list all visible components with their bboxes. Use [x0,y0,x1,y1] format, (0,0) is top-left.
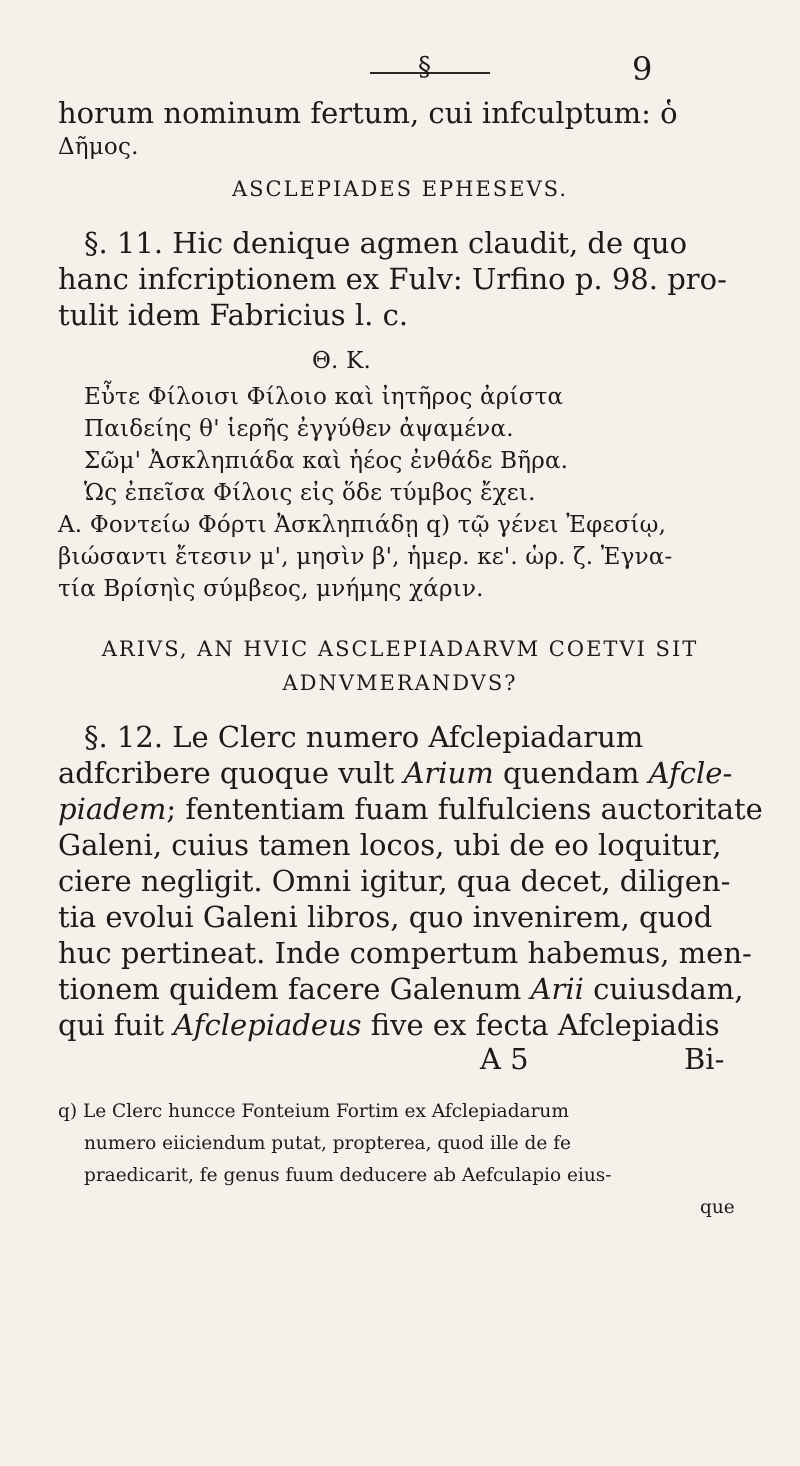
catchword: Bi- [684,1042,725,1076]
inscription-line: Παιδείης θ' ἱερῆς ἐγγύθεν ἀψαμένα. [84,416,514,442]
text-span: tionem quidem facere Galenum [58,972,531,1006]
inscription-line: Εὖτε Φίλοισι Φίλοιο καὶ ἰητῆρος ἀρίστα [84,384,564,410]
text-span: Afcle- [648,756,733,790]
signature-mark: § [418,52,431,82]
text-span: Arium [403,756,494,790]
text-span: five ex fecta Afclepiadis [361,1008,720,1042]
text-span: Arii [530,972,584,1006]
section-heading: ADNVMERANDVS? [282,671,518,695]
text-span: quendam [493,756,649,790]
text-span: ; fententiam fuam fulfulciens auctoritate [166,792,763,826]
text-line: Galeni, cuius tamen locos, ubi de eo loquitur, [58,828,722,862]
text-span: Afclepiadeus [173,1008,362,1042]
inscription-line: Α. Φοντείω Φόρτι Ἀσκληπιάδῃ q) τῷ γένει Ἐφεσίῳ, [58,512,667,538]
section-heading: ARIVS, AN HVIC ASCLEPIADARVM COETVI SIT [101,637,699,661]
text-line: §. 11. Hic denique agmen claudit, de quo [84,226,688,260]
text-line: Δῆμος. [58,134,139,160]
text-line: tia evolui Galeni libros, quo invenirem, quod [58,900,713,934]
text-span: qui fuit [58,1008,174,1042]
page-number: 9 [632,50,653,88]
text-line: ciere negligit. Omni igitur, qua decet, diligen- [58,864,731,898]
text-span: adfcribere quoque vult [58,756,404,790]
footnote-line: que [700,1197,735,1218]
inscription-line: Ὡς ἐπεῖσα Φίλοις εἰς ὅδε τύμβος ἔχει. [84,480,536,506]
page-header [0,44,800,84]
footnote-line: praedicarit, fe genus fuum deducere ab Aefculapio eius- [84,1165,612,1186]
footnote-line: numero eiiciendum putat, propterea, quod ille de fe [84,1133,571,1154]
inscription-line: βιώσαντι ἔτεσιν μ', μησὶν β', ἡμερ. κε'. ὡρ. ζ. Ἐγνα- [58,544,673,570]
text-line [58,790,763,828]
footnote-line: q) Le Clerc huncce Fonteium Fortim ex Afclepiadarum [58,1101,569,1122]
section-heading: ASCLEPIADES EPHESEVS. [231,177,568,201]
text-line: §. 12. Le Clerc numero Afclepiadarum [84,720,644,754]
text-span: cuiusdam, [583,972,744,1006]
inscription-line: Σῶμ' Ἀσκληπιάδα καὶ ἡέος ἐνθάδε Βῆρα. [84,448,569,474]
text-line [58,754,732,792]
text-line: huc pertineat. Inde compertum habemus, men- [58,936,752,970]
text-line [58,1006,720,1044]
text-line [58,970,743,1008]
inscription-heading: Θ. Κ. [312,348,371,374]
inscription-line: τία Βρίσηὶς σύμβεος, μνήμης χάριν. [58,576,484,602]
text-line: hanc infcriptionem ex Fulv: Urfino p. 98. pro- [58,262,727,296]
text-line: horum nominum fertum, cui infculptum: ὁ [58,96,678,130]
text-line: tulit idem Fabricius l. c. [58,298,409,332]
signature-a5: A 5 [480,1042,529,1076]
text-span: piadem [58,792,167,826]
